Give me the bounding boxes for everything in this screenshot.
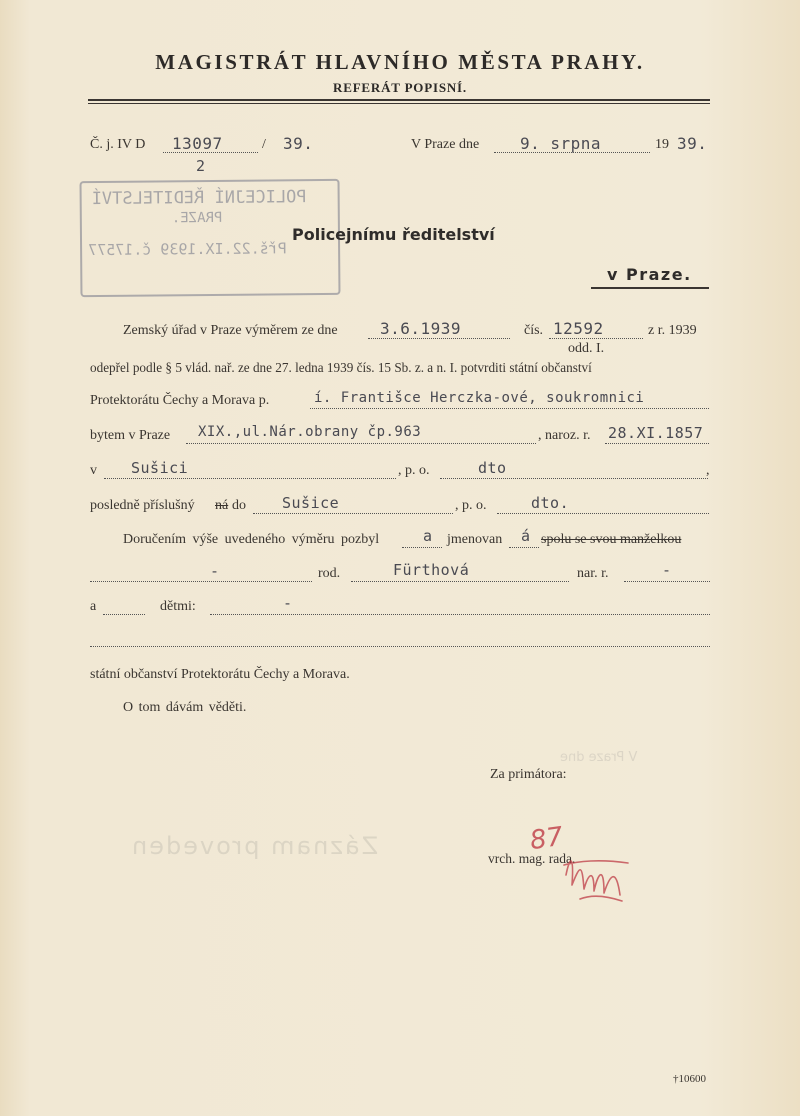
stamp-text: POLICEJNÍ ŘEDITELSTVÍ [91, 187, 307, 210]
maiden-name: Fürthová [393, 561, 470, 579]
body-text: nar. r. [577, 566, 609, 581]
body-text: , p. o. [455, 498, 487, 513]
dotted-field [605, 443, 709, 444]
body-text: , [706, 463, 710, 478]
dotted-field [509, 547, 539, 548]
dotted-field [310, 408, 709, 409]
addressee-line-1: Policejnímu ředitelství [292, 225, 495, 244]
decision-date: 3.6.1939 [380, 319, 462, 338]
dotted-field [90, 646, 710, 647]
signature-for: Za primátora: [490, 767, 567, 782]
body-text: v [90, 463, 97, 478]
domicile-po: dto. [531, 494, 570, 512]
reference-number: 13097 [172, 134, 223, 153]
form-number: †10600 [673, 1073, 706, 1085]
dotted-field [440, 478, 708, 479]
dotted-field [186, 443, 536, 444]
residence: XIX.,ul.Nár.obrany čp.963 [198, 424, 422, 440]
dotted-field [90, 581, 312, 582]
body-text: odepřel podle § 5 vlád. nař. ze dne 27. ledna 1939 čís. 15 Sb. z. a n. I. potvrditi státní občanství [90, 360, 592, 375]
date-prefix: V Praze dne [411, 137, 480, 152]
body-text: čís. [524, 323, 544, 338]
dotted-field [368, 338, 510, 339]
signature-title: vrch. mag. rada. [488, 851, 576, 866]
body-text: Doručením výše uvedeného výměru pozbyl [123, 532, 380, 547]
children: - [283, 594, 293, 612]
body-text: z r. 1939 [648, 323, 697, 338]
dotted-field [624, 581, 710, 582]
show-through-text: V Praze dne [560, 750, 638, 765]
show-through-text: Záznam proveden [130, 832, 379, 860]
letter-date: 9. srpna [520, 134, 602, 153]
typed-suffix: á [521, 527, 531, 545]
handwritten-signature [560, 845, 632, 907]
reference-prefix: Č. j. IV D [90, 137, 146, 152]
reference-slash: / [262, 137, 266, 152]
spouse-name: - [210, 562, 220, 580]
dotted-field [351, 581, 569, 582]
birth-po: dto [478, 459, 507, 477]
body-text: rod. [318, 566, 341, 581]
dotted-field [497, 513, 709, 514]
addressee-rule [591, 287, 709, 289]
stamp-text: PRAZE. [171, 209, 223, 227]
decision-number: 12592 [553, 319, 604, 338]
department: odd. I. [568, 341, 605, 356]
struck-text: ná [215, 498, 229, 513]
body-text: O tom dávám věděti. [123, 700, 247, 715]
body-text: jmenovan [447, 532, 503, 547]
stamp-text: Přš.22.IX.1939 č.17577 [88, 239, 287, 260]
body-text: , naroz. r. [538, 428, 591, 443]
dotted-field [104, 478, 396, 479]
date-century: 19 [655, 137, 669, 152]
body-text: a [90, 599, 97, 614]
body-text: posledně příslušný [90, 498, 195, 513]
body-text: do [232, 498, 246, 513]
office-title: MAGISTRÁT HLAVNÍHO MĚSTA PRAHY. [155, 50, 645, 74]
birth-date: 28.XI.1857 [608, 424, 704, 442]
header-rule [88, 103, 710, 104]
struck-text: spolu se svou manželkou [541, 532, 682, 547]
body-text: státní občanství Protektorátu Čechy a Morava. [90, 667, 350, 682]
dotted-field [210, 614, 710, 615]
typed-suffix: a [423, 527, 433, 545]
date-year: 39. [677, 134, 708, 153]
body-text: , p. o. [398, 463, 430, 478]
dotted-field [402, 547, 442, 548]
domicile: Sušice [282, 494, 340, 512]
dotted-field [549, 338, 643, 339]
addressee-line-2: v Praze. [607, 265, 692, 284]
body-text: bytem v Praze [90, 428, 171, 443]
person-name: í. Františce Herczka-ové, soukromnici [314, 390, 645, 406]
body-text: Zemský úřad v Praze výměrem ze dne [123, 323, 338, 338]
reference-year: 39. [283, 134, 314, 153]
dotted-field [253, 513, 453, 514]
body-text: Protektorátu Čechy a Morava p. [90, 393, 270, 408]
reference-sub: 2 [196, 157, 206, 175]
office-subtitle: REFERÁT POPISNÍ. [333, 80, 467, 95]
dotted-field [103, 614, 145, 615]
spouse-birth: - [662, 561, 672, 579]
signature-initials: 87 [528, 821, 566, 857]
body-text: dětmi: [160, 599, 196, 614]
header-rule [88, 99, 710, 101]
birth-place: Sušici [131, 459, 189, 477]
